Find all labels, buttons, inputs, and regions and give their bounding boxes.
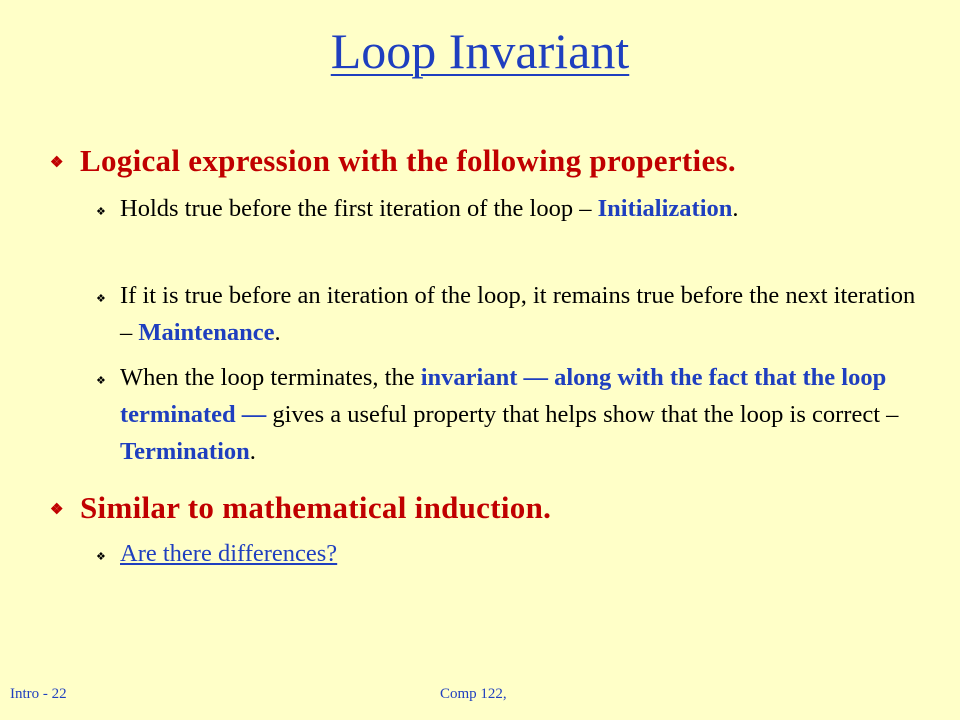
diamond-bullet-icon: ❖ [50,155,64,171]
diamond-bullet-icon: ❖ [96,293,106,305]
sub-bullet-text: When the loop terminates, the invariant — along with the fact that the loop terminated — gives a useful property that helps show that the loop is correct – Termination. [120,364,899,465]
diamond-bullet-icon: ❖ [96,206,106,218]
diamond-bullet-icon: ❖ [96,551,106,563]
diamond-bullet-icon: ❖ [96,375,106,387]
footer-slide-number: Intro - 22 [10,686,67,702]
slide-title: Loop Invariant [330,23,630,79]
bullet-text: Similar to mathematical induction. [80,490,552,525]
sub-bullet-text: Holds true before the first iteration of the loop – Initialization. [120,195,739,222]
differences-link[interactable]: Are there differences? [120,540,338,567]
diamond-bullet-icon: ❖ [50,502,64,518]
footer-course: Comp 122, [440,686,507,702]
bullet-text: Logical expression with the following properties. [80,143,736,178]
sub-bullet-text: If it is true before an iteration of the loop, it remains true before the next iteration – Maintenance. [120,282,916,346]
